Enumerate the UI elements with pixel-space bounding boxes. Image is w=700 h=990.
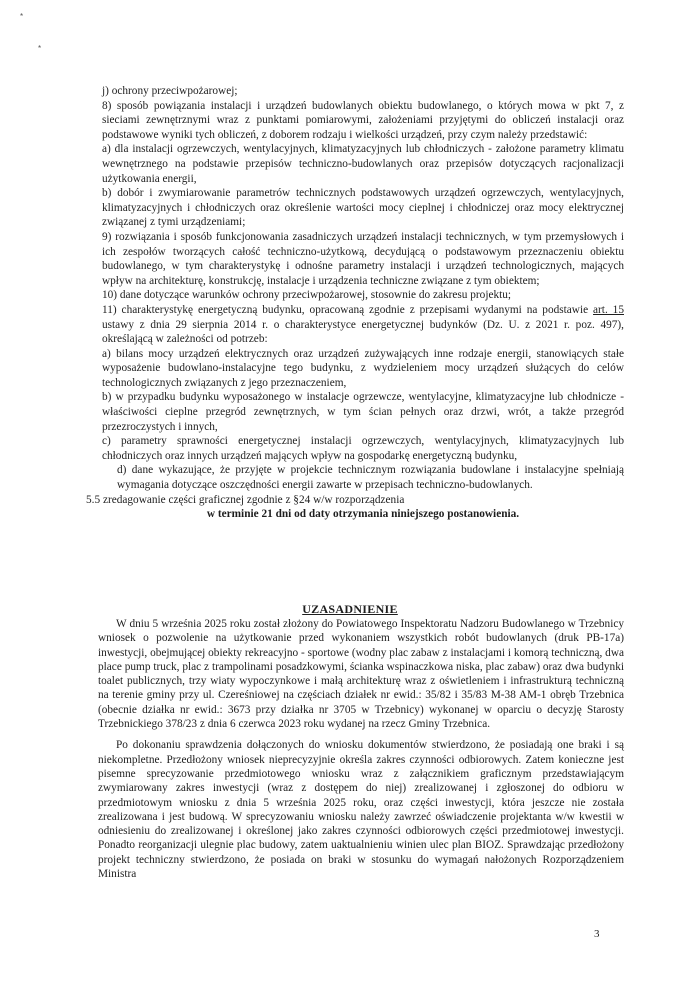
list-item: b) dobór i zwymiarowanie parametrów technicznych podstawowych urządzeń ogrzewczych, wentylacyjnych, klimatyzacyjnych i chłodniczych oraz określenie wartości mocy cieplnej i chłodniczej oraz mocy elektrycznej związanej z tymi urządzeniami; — [102, 187, 624, 229]
requirements-list — [86, 84, 624, 522]
list-item: c) parametry sprawności energetycznej instalacji ogrzewczych, wentylacyjnych, klimatyzacyjnych lub chłodniczych oraz innych urządzeń mających wpływ na gospodarkę energetyczną budynku, — [102, 435, 624, 462]
list-item: 9) rozwiązania i sposób funkcjonowania zasadniczych urządzeń instalacji technicznych, w tym przemysłowych i ich zespołów tworzących całość techniczno-użytkową, decydującą o podstawowym przeznaczeniu obiektu budowlanego, w tym charakterystykę i odnośne parametry instalacji i urządzeń technologicznych, mających wpływ na architekturę, konstrukcję, instalacje i urządzenia techniczne związane z tym obiektem; — [102, 230, 624, 287]
list-item: a) dla instalacji ogrzewczych, wentylacyjnych, klimatyzacyjnych lub chłodniczych - założone parametry klimatu wewnętrznego na podstawie przepisów techniczno-budowlanych oraz przepisów dotyczących racjonalizacji użytkowania energii, — [102, 143, 624, 185]
justification-body — [98, 617, 624, 881]
list-item-text: ustawy z dnia 29 sierpnia 2014 r. o charakterystyce energetycznej budynków (Dz. U. z 2021 r. poz. 497), określającą w zależności od potrzeb: — [102, 318, 624, 346]
margin-mark: * — [20, 12, 24, 21]
paragraph: W dniu 5 września 2025 roku został złożony do Powiatowego Inspektoratu Nadzoru Budowlanego w Trzebnicy wniosek o pozwolenie na użytkowanie przed wykonaniem wszystkich robót budowlanych (druk PB-17a) inwestycji, obejmującej obiekty rekreacyjno - sportowe (wodny plac zabaw z instalacjami i komorą techniczną, dwa place pump truck, plac z trampolinami posadzkowymi, ścianka wspinaczkowa niska, plac zabaw) oraz dwa budynki toalet publicznych, trzy wiaty wypoczynkowe i małą architekturę wraz z oświetleniem i infrastrukturą techniczną na terenie gminy przy ul. Czereśniowej na częściach działek nr ewid.: 35/82 i 35/83 M-38 AM-1 obręb Trzebnica (obecnie działka nr ewid.: 3673 przy działka nr 3705 w Trzebnicy) wykonanej w oparciu o decyzję Starosty Trzebnickiego 378/23 z dnia 6 czerwca 2023 roku wydanej na rzecz Gminy Trzebnica. — [98, 618, 624, 731]
list-item: d) dane wykazujące, że przyjęte w projekcie technicznym rozwiązania budowlane i instalacyjne spełniają wymagania dotyczące oszczędności energii zawarte w przepisach techniczno-budowlanych. — [117, 464, 624, 492]
list-item: 10) dane dotyczące warunków ochrony przeciwpożarowej, stosownie do zakresu projektu; — [102, 289, 512, 302]
list-item: 5.5 zredagowanie części graficznej zgodnie z §24 w/w rozporządzenia — [86, 493, 405, 506]
margin-mark: * — [38, 44, 42, 53]
list-item: b) w przypadku budynku wyposażonego w instalacje ogrzewcze, wentylacyjne, klimatyzacyjne lub chłodnicze - właściwości cieplne przegród zewnętrznych, w tym ścian pełnych oraz drzwi, wrót, a także przegród przezroczystych i innych, — [102, 391, 624, 433]
page-number: 3 — [594, 928, 600, 940]
section-heading: UZASADNIENIE — [302, 602, 398, 616]
deadline-line: w terminie 21 dni od daty otrzymania niniejszego postanowienia. — [206, 508, 520, 521]
list-item — [102, 303, 624, 347]
article-link[interactable]: art. 15 — [593, 303, 624, 316]
list-item: a) bilans mocy urządzeń elektrycznych oraz urządzeń zużywających inne rodzaje energii, stanowiących stałe wyposażenie budowlano-instalacyjne tego budynku, z wydzieleniem mocy urządzeń służących do celów technologicznych związanych z jego przeznaczeniem, — [102, 347, 624, 389]
paragraph: Po dokonaniu sprawdzenia dołączonych do wniosku dokumentów stwierdzono, że posiadają one braki i są niekompletne. Przedłożony wniosek nieprecyzyjnie określa zakres czynności odbiorowych. Zatem konieczne jest pisemne sprecyzowanie przedmiotowego wniosku wraz z załącznikiem graficznym przedstawiającym zwymiarowany zakres inwestycji (wraz z dostępem do niej) zrealizowanej i zgłoszonej do odbioru w przedmiotowym wniosku z dnia 5 września 2025 roku, oraz części inwestycji, która jeszcze nie została zrealizowana i jest budową. W sprecyzowaniu wniosku należy zawrzeć oświadczenie projektanta w/w kwestii w odniesieniu do zrealizowanej i określonej jako zakres czynności odbiorowych części przedmiotowej inwestycji. Ponadto reorganizacji ulegnie plac budowy, zatem uaktualnieniu winien ulec plan BIOZ. Sprawdzając przedłożony projekt techniczny stwierdzono, że posiada on braki w stosunku do wymagań nałożonych Rozporządzeniem Ministra — [98, 739, 624, 881]
list-item-text: 11) charakterystykę energetyczną budynku, opracowaną zgodnie z przepisami wydanymi na podstawie — [102, 303, 589, 316]
list-item: j) ochrony przeciwpożarowej; — [102, 85, 238, 97]
list-item: 8) sposób powiązania instalacji i urządzeń budowlanych obiektu budowlanego, o których mowa w pkt 7, z sieciami zewnętrznymi wraz z punktami pomiarowymi, założeniami przyjętymi do obliczeń instalacji oraz podstawowe wyniki tych obliczeń, z doborem rodzaju i wielkości urządzeń, przy czym należy przedstawić: — [102, 99, 624, 141]
